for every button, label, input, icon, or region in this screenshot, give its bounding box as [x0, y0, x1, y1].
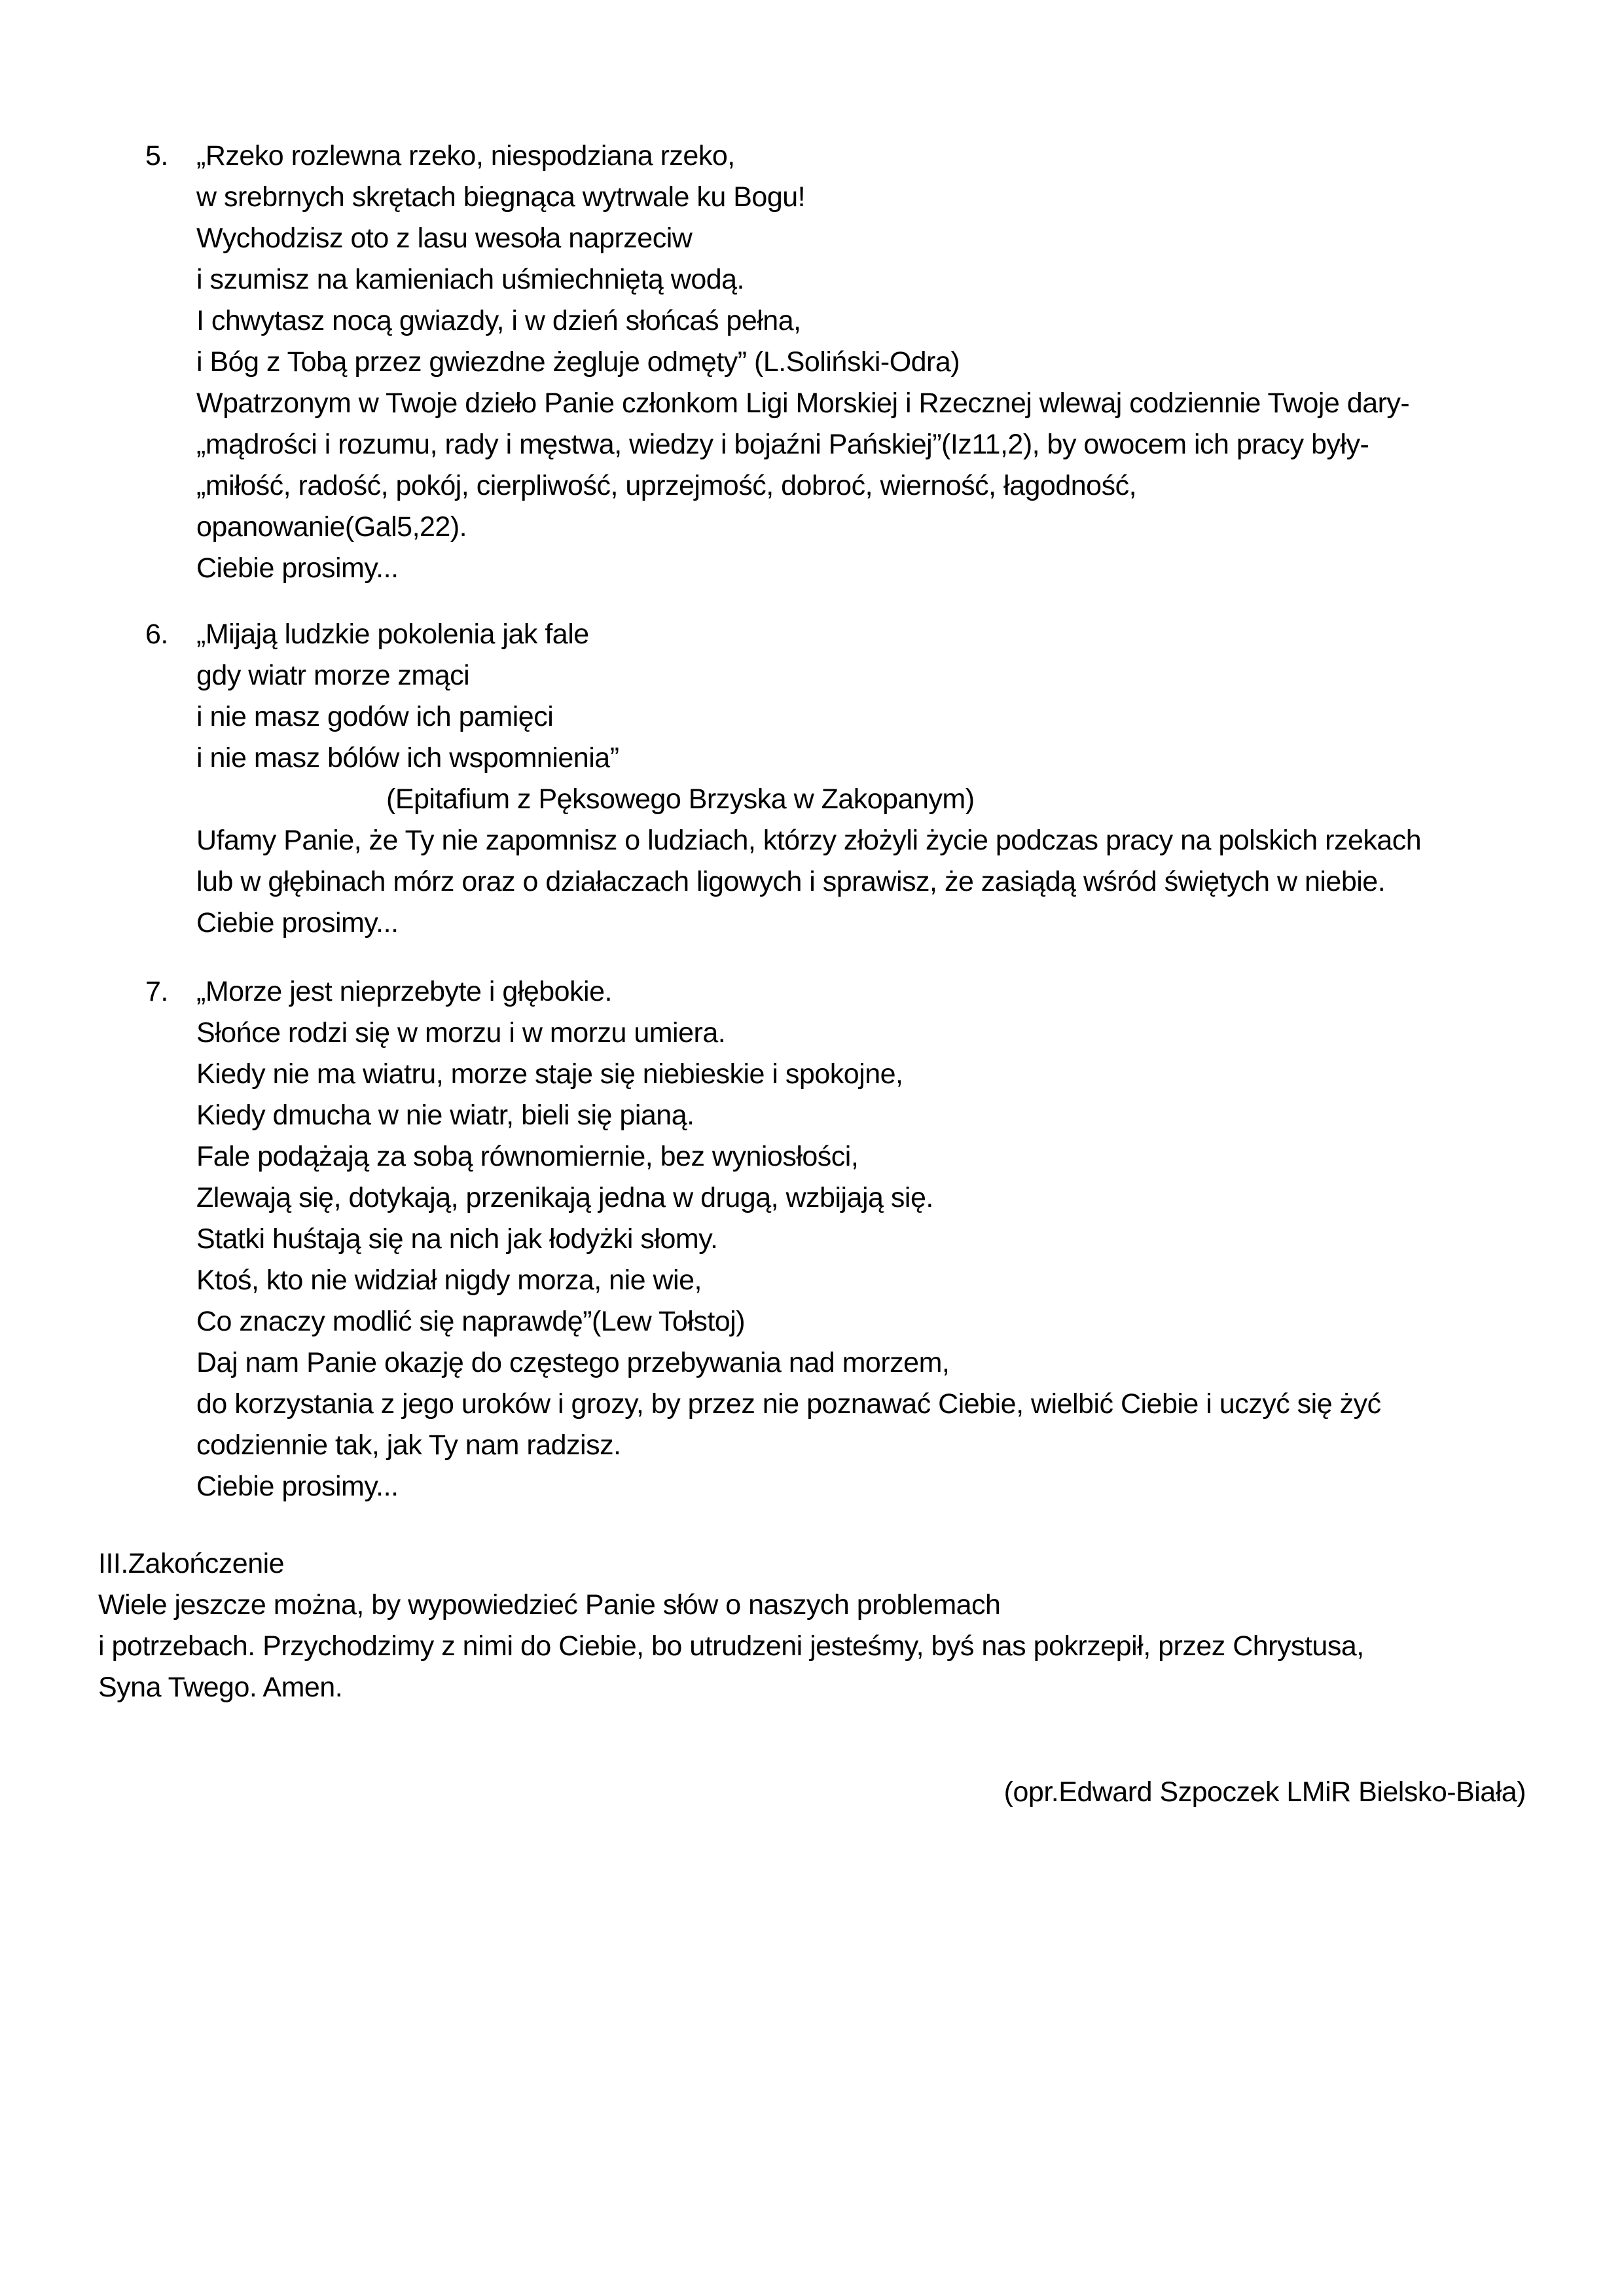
list-item-6 [98, 614, 1526, 944]
list-number: 5. [145, 140, 168, 171]
prayer-line: Ktoś, kto nie widział nigdy morza, nie wie, [196, 1265, 702, 1296]
list-number: 7. [145, 976, 168, 1007]
prayer-line: Kiedy dmucha w nie wiatr, bieli się pianą. [196, 1100, 695, 1131]
prayer-line: Kiedy nie ma wiatru, morze staje się niebieskie i spokojne, [196, 1058, 903, 1090]
prayer-line: Statki huśtają się na nich jak łodyżki słomy. [196, 1223, 718, 1255]
prayer-line: Ciebie prosimy... [196, 907, 399, 939]
prayer-line: Fale podążają za sobą równomiernie, bez wyniosłości, [196, 1141, 859, 1172]
epitaph-attribution-line: (Epitafium z Pęksowego Brzyska w Zakopanym) [386, 783, 975, 815]
prayer-line: Ufamy Panie, że Ty nie zapomnisz o ludziach, którzy złożyli życie podczas pracy na polskich rzekach [196, 825, 1422, 856]
author-credit: (opr.Edward Szpoczek LMiR Bielsko-Biała) [1003, 1776, 1526, 1808]
prayer-line: „Mijają ludzkie pokolenia jak fale [196, 619, 589, 650]
closing-line: Syna Twego. Amen. [98, 1672, 343, 1703]
prayer-line: Zlewają się, dotykają, przenikają jedna w drugą, wzbijają się. [196, 1182, 933, 1213]
prayer-line: Daj nam Panie okazję do częstego przebywania nad morzem, [196, 1347, 950, 1378]
prayer-line: „Rzeko rozlewna rzeko, niespodziana rzeko, [196, 140, 735, 171]
prayer-line: do korzystania z jego uroków i grozy, by przez nie poznawać Ciebie, wielbić Ciebie i uczyć się żyć [196, 1388, 1381, 1420]
prayer-line: w srebrnych skrętach biegnąca wytrwale ku Bogu! [196, 181, 806, 213]
prayer-line: i Bóg z Tobą przez gwiezdne żegluje odmęty” (L.Soliński-Odra) [196, 346, 960, 378]
prayer-line: Wychodzisz oto z lasu wesoła naprzeciw [196, 223, 693, 254]
prayer-line: Co znaczy modlić się naprawdę”(Lew Tołstoj) [196, 1306, 746, 1337]
credit-row [98, 1772, 1526, 1813]
prayer-line: Wpatrzonym w Twoje dzieło Panie członkom Ligi Morskiej i Rzecznej wlewaj codziennie Twoje dary- [196, 387, 1410, 419]
prayer-line: i nie masz godów ich pamięci [196, 701, 554, 732]
prayer-line: gdy wiatr morze zmąci [196, 660, 470, 691]
closing-line: i potrzebach. Przychodzimy z nimi do Ciebie, bo utrudzeni jesteśmy, byś nas pokrzepił, przez Chrystusa, [98, 1630, 1364, 1662]
prayer-line: „Morze jest nieprzebyte i głębokie. [196, 976, 612, 1007]
closing-section [98, 1543, 1526, 1708]
closing-heading: III.Zakończenie [98, 1548, 285, 1579]
list-item-7 [98, 971, 1526, 1507]
prayer-line: „miłość, radość, pokój, cierpliwość, uprzejmość, dobroć, wierność, łagodność, [196, 470, 1137, 501]
list-number: 6. [145, 619, 168, 650]
prayer-line: opanowanie(Gal5,22). [196, 511, 467, 543]
closing-line: Wiele jeszcze można, by wypowiedzieć Panie słów o naszych problemach [98, 1589, 1001, 1621]
prayer-line: i szumisz na kamieniach uśmiechniętą wodą. [196, 264, 745, 295]
prayer-line: „mądrości i rozumu, rady i męstwa, wiedzy i bojaźni Pańskiej”(Iz11,2), by owocem ich pracy były- [196, 429, 1369, 460]
prayer-line: Słońce rodzi się w morzu i w morzu umiera. [196, 1017, 726, 1049]
list-item-5 [98, 135, 1526, 589]
prayer-line: codziennie tak, jak Ty nam radzisz. [196, 1429, 621, 1461]
prayer-line: i nie masz bólów ich wspomnienia” [196, 742, 619, 774]
prayer-line: lub w głębinach mórz oraz o działaczach ligowych i sprawisz, że zasiądą wśród świętych w niebie. [196, 866, 1386, 897]
prayer-line: Ciebie prosimy... [196, 552, 399, 584]
prayer-line: I chwytasz nocą gwiazdy, i w dzień słońcaś pełna, [196, 305, 801, 336]
prayer-line: Ciebie prosimy... [196, 1471, 399, 1502]
